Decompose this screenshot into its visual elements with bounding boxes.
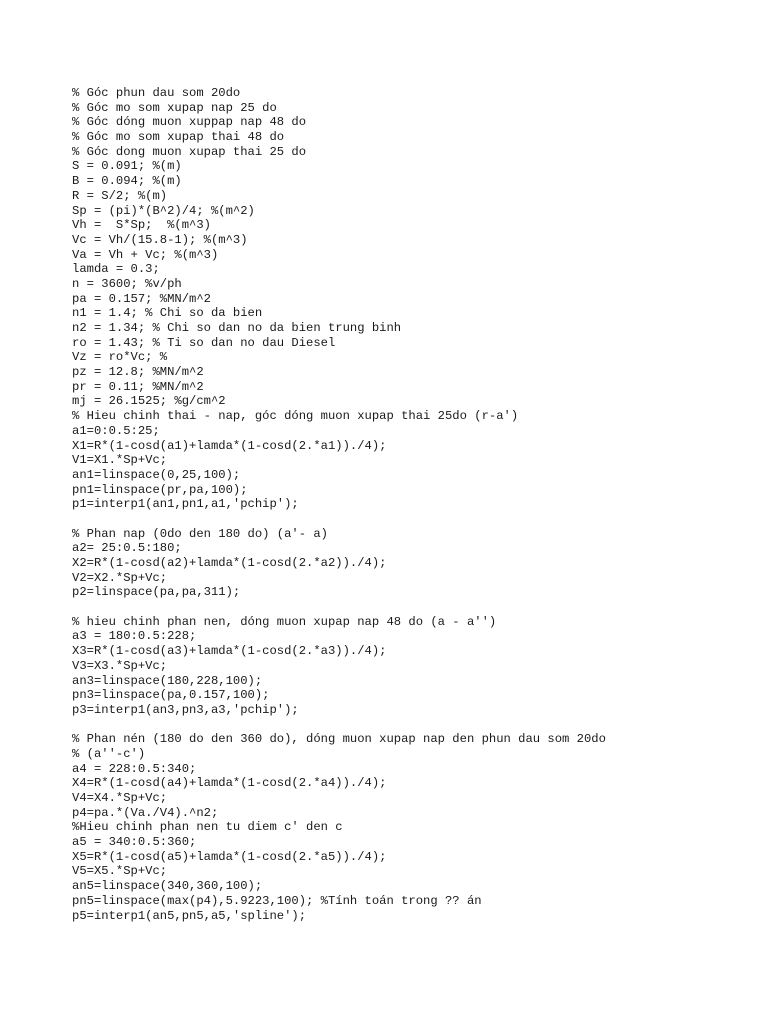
blank-line [72,600,752,615]
code-line: X5=R*(1-cosd(a5)+lamda*(1-cosd(2.*a5))./4); [72,849,387,864]
code-line: Vh = S*Sp; %(m^3) [72,218,211,233]
code-line: Va = Vh + Vc; %(m^3) [72,247,219,262]
code-listing [72,86,752,923]
code-line: V3=X3.*Sp+Vc; [72,658,168,673]
code-line: pn1=linspace(pr,pa,100); [72,482,248,497]
code-line: p1=interp1(an1,pn1,a1,'pchip'); [72,497,299,512]
code-line: B = 0.094; %(m) [72,174,182,189]
code-line: p4=pa.*(Va./V4).^n2; [72,805,219,820]
code-line: a1=0:0.5:25; [72,423,160,438]
code-line: Sp = (pi)*(B^2)/4; %(m^2) [72,203,255,218]
code-line: p3=interp1(an3,pn3,a3,'pchip'); [72,702,299,717]
code-line: pa = 0.157; %MN/m^2 [72,291,211,306]
code-line: a3 = 180:0.5:228; [72,629,197,644]
code-line: X4=R*(1-cosd(a4)+lamda*(1-cosd(2.*a4))./4); [72,776,387,791]
comment-line: % Góc phun dau som 20do [72,86,241,100]
code-line: a5 = 340:0.5:360; [72,835,197,850]
code-line: n = 3600; %v/ph [72,276,182,291]
code-line: ro = 1.43; % Ti so dan no dau Diesel [72,335,336,350]
blank-line [72,512,752,527]
comment-line: % Góc dong muon xupap thai 25 do [72,144,307,159]
comment-line: % Hieu chinh thai - nap, góc dóng muon xupap thai 25do (r-a') [72,409,519,424]
comment-line: % Góc mo som xupap nap 25 do [72,100,277,115]
blank-line [72,718,752,733]
comment-line: % Phan nén (180 do den 360 do), dóng muon xupap nap den phun dau som 20do [72,732,606,747]
code-line: pr = 0.11; %MN/m^2 [72,379,204,394]
code-line: X2=R*(1-cosd(a2)+lamda*(1-cosd(2.*a2))./4); [72,556,387,570]
comment-line: % hieu chinh phan nen, dóng muon xupap nap 48 do (a - a'') [72,614,497,629]
code-line: V4=X4.*Sp+Vc; [72,791,168,805]
code-line: X1=R*(1-cosd(a1)+lamda*(1-cosd(2.*a1))./4); [72,438,387,453]
comment-line: % Góc mo som xupap thai 48 do [72,130,285,145]
code-line: an5=linspace(340,360,100); [72,879,263,894]
code-line: a4 = 228:0.5:340; [72,761,197,776]
code-line: p2=linspace(pa,pa,311); [72,585,241,600]
code-line: an1=linspace(0,25,100); [72,467,241,482]
code-line: X3=R*(1-cosd(a3)+lamda*(1-cosd(2.*a3))./4); [72,644,387,659]
code-line: V1=X1.*Sp+Vc; [72,453,168,468]
code-line: V2=X2.*Sp+Vc; [72,570,168,585]
comment-line: %Hieu chinh phan nen tu diem c' den c [72,820,343,835]
code-line: lamda = 0.3; [72,262,160,277]
comment-line: % (a''-c') [72,746,146,761]
code-line: V5=X5.*Sp+Vc; [72,864,168,879]
code-line: an3=linspace(180,228,100); [72,673,263,688]
code-line: pn3=linspace(pa,0.157,100); [72,688,270,703]
code-line: p5=interp1(an5,pn5,a5,'spline'); [72,908,307,923]
code-line: Vz = ro*Vc; % [72,350,168,365]
code-line: mj = 26.1525; %g/cm^2 [72,394,226,409]
code-line: S = 0.091; %(m) [72,159,182,174]
code-line: Vc = Vh/(15.8-1); %(m^3) [72,232,248,247]
code-line: R = S/2; %(m) [72,188,168,203]
code-line: pz = 12.8; %MN/m^2 [72,365,204,380]
code-line: n1 = 1.4; % Chi so da bien [72,306,263,321]
code-line: a2= 25:0.5:180; [72,541,182,556]
code-line: n2 = 1.34; % Chi so dan no da bien trung binh [72,321,402,335]
comment-line: % Phan nap (0do den 180 do) (a'- a) [72,526,328,541]
code-line: pn5=linspace(max(p4),5.9223,100); %Tính toán trong ?? án [72,893,482,908]
comment-line: % Góc dóng muon xuppap nap 48 do [72,115,307,130]
